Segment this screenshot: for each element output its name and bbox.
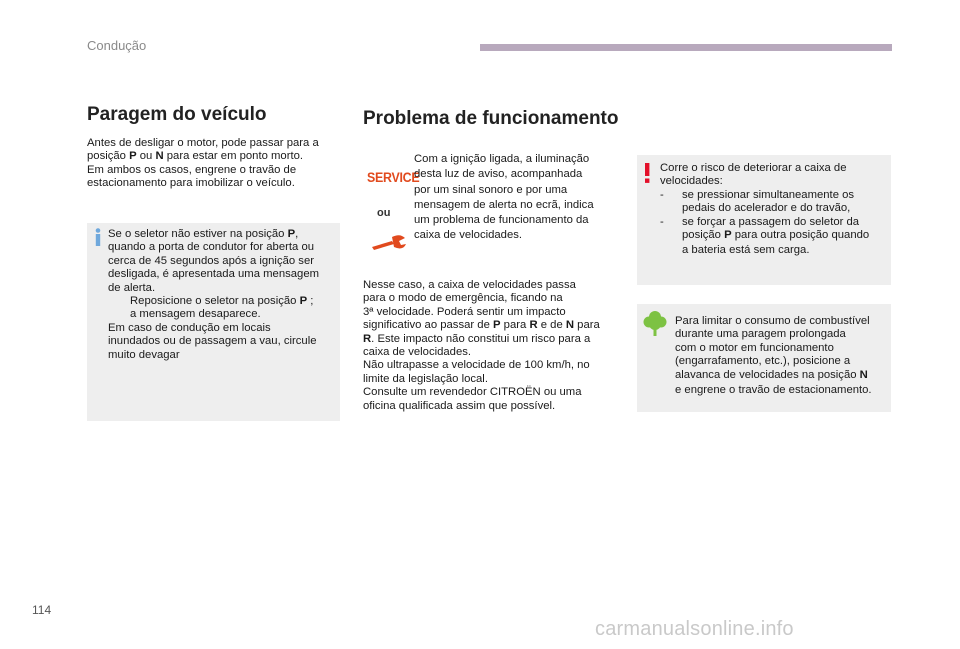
wrench-icon (370, 233, 408, 253)
service-warning-icon: SERVICE (367, 170, 420, 185)
list-item: Reposicione o seletor na posição P ; (108, 295, 336, 308)
section-title-problema: Problema de funcionamento (363, 108, 619, 129)
warning-text: Corre o risco de deteriorar a caixa de velocidades: - se pressionar simultaneamente os pedais do acelerador e do travão, - se forçar a passagem do seletor da posição P para outra posição quando a bateria está sem carga. (660, 162, 886, 258)
page-number: 114 (32, 603, 52, 617)
warning-light-description: Com a ignição ligada, a iluminação desta luz de aviso, acompanhada por um sinal sonoro e por uma mensagem de alerta no ecrã, indica um problema de funcionamento da caixa de velocidades. (414, 153, 594, 242)
bullet-icon (108, 295, 130, 308)
info-text: Se o seletor não estiver na posição P, quando a porta de condutor for aberta ou cerca de 45 segundos após a ignição ser desligada, é apresentada uma mensagem de alerta. Reposicione o seletor na posição P ; a mensagem desaparece. Em caso de condução em locais inundados ou de passagem a vau, circule muito devagar (108, 228, 336, 362)
watermark: carmanualsonline.info (595, 618, 794, 640)
info-icon (93, 228, 103, 246)
section-header: Condução (87, 38, 147, 53)
section-title-paragem: Paragem do veículo (87, 104, 267, 125)
intro-paragraph: Antes de desligar o motor, pode passar para a posição P ou N para estar em ponto morto. Em ambos os casos, engrene o travão de estacionamento para imobilizar o veículo. (87, 137, 319, 190)
list-item: - se forçar a passagem do seletor da posição P para outra posição quando a bateria está sem carga. (660, 215, 870, 257)
warning-icon (642, 163, 652, 183)
header-bar (480, 44, 892, 51)
or-label: ou (377, 207, 391, 219)
eco-text: Para limitar o consumo de combustível durante uma paragem prolongada com o motor em funcionamento (engarrafamento, etc.), posicione a alavanca de velocidades na posição N e engrene o travão de estacionamento. (675, 315, 872, 397)
eco-tree-icon (643, 310, 667, 336)
list-item: - se pressionar simultaneamente os pedais do acelerador e do travão, (660, 188, 855, 215)
emergency-mode-paragraph: Nesse caso, a caixa de velocidades passa para o modo de emergência, ficando na 3ª velocidade. Poderá sentir um impacto significativo ao passar de P para R e de N para R. Este impacto não constitui um risco para a caixa de velocidades. Não ultrapasse a velocidade de 100 km/h, no limite da legislação local. Consulte um revendedor CITROËN ou uma oficina qualificada assim que possível. (363, 279, 600, 412)
